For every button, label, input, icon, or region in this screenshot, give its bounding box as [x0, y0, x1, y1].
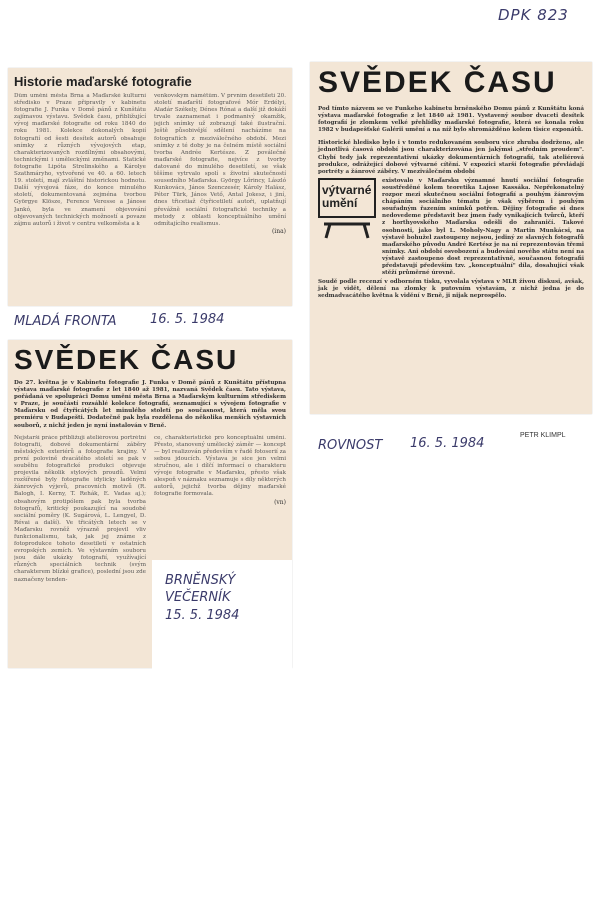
paragraph: venkovským námětům. V prvním desetiletí 20. století maďarští fotografové Mór Erdélyi, Aladár Székely, Dénes Rónai a další již dokáží trvale zaznamenat i podmanivý okamžik, jejich snímky už zobrazují také ilustrační. Ještě působivější sdělení nacházíme na fotografiích z meziválečného období. Mezi snímky z té doby je na čelném místě sociální tvorba Andrée Kertésze. Z poválečné maďarské fotografie, nejvíce z tvorby datované do minulého desetiletí, se však těšíme vytrvalo spolí s životní skutečností sousedního Maďarska. György Lőrincy, László Kunkovács, János Szenczesér, Károly Halász, Péter Türk, János Vető, Antal Jokesz, i jiní, dnes třicetiaž čtyřicetiletí autoři, uplatňují převážně sociální fotografické techniky a metody z oblasti konceptuálního umění odmítajícího realismus. [154, 93, 286, 227]
paragraph: Historické hledisko bylo i v tomto redukovaném souboru více zhruba dodrženo, ale jednotlivá časová období jsou charakterizována jen jakýmsi „středním proudem". Chybí tedy jak reprezentativní ukázky dokumentárních fotografií, tak ateliérová produkce, odrážející dobové výtvarné cítění. V expozici starší fotografie převládají portréty a žánrové záběry. V meziválečném období [318, 140, 584, 175]
clipping-body [14, 93, 286, 235]
column-logo-text: výtvarné umění [322, 182, 372, 210]
source-date: 15. 5. 1984 [165, 608, 240, 623]
source-date: 16. 5. 1984 [410, 436, 485, 451]
clipping-lead [14, 380, 286, 430]
clipping-historie [8, 68, 292, 306]
clipping-lead [318, 106, 584, 134]
text-column [154, 93, 286, 235]
paragraph: Nejstarší práce přibližují ateliérovou portrétní fotografii, dobové dokumentární záběry městských exteriérů a fotografie krajiny. V první polovině dvacátého století se pak v souběhu fotografické produkci objevuje projevila několik stylových proudů. Velmi rozšířené byly fotografie idylicky laděných žánrových výjevů, pracovních motivů (R. Balogh, I. Kerny, T. Rehák, E. Vadas aj.); obsahovým protipólem pak byla tvorba fotografů, kritický poukazující na soudobé sociální poměry (K. Sugárová, L. Lengyel, D. Révai a další). Ve třicátých letech se v Maďarsku rovněž výrazně projevil vliv funkcionalismu, tak, jak jej známe z fotoprodukce tohoto desetiletí v ostatních evropských zemích. Ve výstavním souboru jsou dále ukázky fotografií, využívající různých speciálních technik (svým charakterem blízké grafice), poslední jsou zde naznačeny tenden- [14, 434, 146, 583]
text-column [14, 93, 146, 235]
author-signature: PETR KLIMPL [520, 432, 566, 439]
author-signature: (ina) [271, 227, 286, 235]
source-date: 16. 5. 1984 [150, 312, 225, 327]
clipping-title: Historie maďarské fotografie [14, 74, 192, 89]
source-label: BRNĚNSKÝ VEČERNÍK [165, 573, 236, 605]
clipping-svedek-rovnost [310, 62, 592, 414]
archive-mark: DPK 823 [498, 6, 569, 24]
paragraph: Soudě podle recenzí v odborném tisku, vyvolala výstava v MLR živou diskusi, avšak, jak je vidět, dělení na zlomky k putovním výstavám, z nichž jedna je do sedmadvacátého května k vidění v Brně, ji nijak neprospělo. [318, 279, 584, 300]
paragraph: existovalo v Maďarsku významné hnutí sociální fotografie soustředěné kolem teoretika Lajose Kassáka. Nepřekonatelný rozpor mezi skutečnou sociální fotografií a pouhým žánrovým chápáním sociálního tématu je však výběrem i pouhým souřadným řazením snímků potřen. Dějiny fotografie si dnes nedovedeme představit bez jmen řady vynikajících tvůrců, kteří z horthyovského Maďarska odešli do zahraničí. Takové osobnosti, jako byl L. Moholy-Nagy a Martin Munkácsi, na výstavě bohužel zastoupeny nejsou, jediný ze slavných fotografů maďarského původu André Kertész je na ní reprezentován třemi snímky. Ani období osvobození a budování nového státu není na výstavě zastoupeno dost reprezentativně, současnou fotografii představují především tzv. „konceptuální" díla, dosahující však stěží průměrné úrovně. [382, 177, 584, 277]
paragraph: ce, charakteristické pro konceptuální umění. Přesto, stanovený umělecký záměr — koncept — byl realizován především v řadě fotoserií za sebou jdoucích. Výstava je sice jen velmi stručnou, ale i dílčí informací o charakteru vývoje fotografie v Maďarsku, přesto však alespoň v náznaku seznamuje s díly některých autorů, jejichž tvorba dějiny maďarské fotografie formovala. [154, 434, 286, 498]
paragraph: Dům umění města Brna a Maďarské kulturní středisko v Praze připravily v kabinetu fotografie J. Funka v Domě pánů z Kunštátu zajímavou výstavu. Svědek času, přibližující vývoj maďarské fotografie od roku 1840 do roku 1981. Kolekce dokonalých kopií fotografií od šesti desítek autorů obsahuje snímky z různých vývojových etap, charakterizovaných rozdílnými obsahovými, technickými i uměleckými změnami. Statické fotografie Lipóta Strelinského a Károlye Szathmáryho, vytvořené ve 40. a 60. letech 19. století, mají zvláštní historickou hodnotu. Další vývojová fáze, do konce minulého století, dokumentovaná zejména tvorbou Györgye Klösze, Ference Veresse a Jánose Jankó, byla ve znamení objevování objevovaných technických možností a povaze zájmu autorů i život v centru velkoměsta a k [14, 93, 146, 227]
text-column [14, 435, 146, 584]
clipping-body [318, 140, 584, 300]
source-label: ROVNOST [318, 438, 383, 453]
clipping-title: SVĚDEK ČASU [318, 66, 557, 99]
author-signature: (vn) [274, 498, 286, 506]
source-label: MLADÁ FRONTA [14, 314, 117, 329]
lead-paragraph: Do 27. května je v Kabinetu fotografie J. Funka v Domě pánů z Kunštátu přístupna výstava maďarské fotografie z let 1840 až 1981, nazvaná Svědek času. Tato výstava, pořádaná ve spolupráci Domu umění města Brna a Maďarským kulturním střediskem v Praze, je součástí rozsáhlé kolekce fotografií, seznamující s vývojem fotografie v Maďarsku od čtyřicátých let minulého století po současnost, která měla svou premiéru v Budapešti. Dodatečně pak byla rozdělena do několika menších výstavních souborů, z nichž jeden je nyní instalován v Brně. [14, 380, 286, 429]
text-column [154, 435, 286, 530]
column-logo [318, 178, 376, 277]
clipping-title: SVĚDEK ČASU [14, 344, 239, 375]
lead-paragraph: Pod tímto názvem se ve Funkeho kabinetu brněnského Domu pánů z Kunštátu koná výstava maďarské fotografie z let 1840 až 1981. Vystavený soubor dvaceti desítek fotografií je zlomkem velké přehlídky maďarské fotografie, která se konala roku 1982 v budapešťské Galérii umění a na níž bylo shromážděno kolem tisíce exponátů. [318, 106, 584, 134]
text-column [382, 178, 584, 277]
